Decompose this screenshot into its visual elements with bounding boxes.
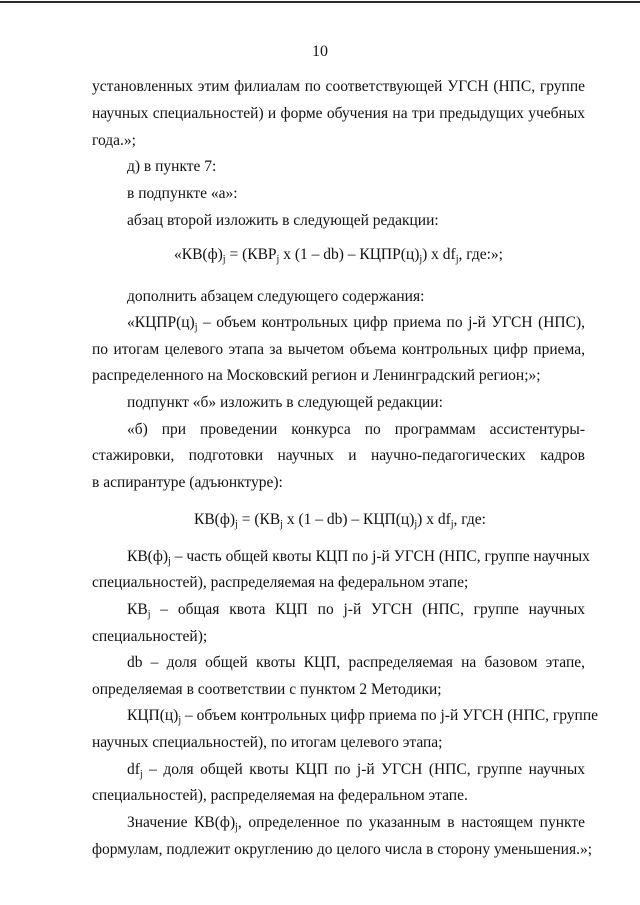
definition-line: db – доля общей квоты КЦП, распределяемая на базовом этапе, [127, 654, 585, 671]
subscript: j [194, 322, 198, 333]
definition-line: специальностей); [92, 628, 208, 645]
definition-line [127, 600, 585, 620]
subscript: j [235, 519, 238, 530]
instruction-line: абзац второй изложить в следующей редакции: [127, 212, 439, 229]
formula-part: КВ(ф) [194, 511, 236, 528]
term: КВ [127, 601, 148, 618]
definition-line: определяемая в соответствии с пунктом 2 Методики; [92, 681, 442, 698]
term: КЦП(ц) [127, 707, 179, 724]
formula-part: х (1 – db) – КЦПР(ц) [279, 246, 420, 263]
definition-line: специальностей), распределяемая на федеральном этапе; [92, 574, 469, 591]
formula-part: , где: [453, 511, 486, 528]
subscript: j [222, 254, 226, 265]
subscript: j [139, 769, 143, 780]
paragraph-line: распределенного на Московский регион и Ленинградский регион;»; [92, 367, 541, 384]
text: – объем контрольных цифр приема по j-й УГСН (НПС), [197, 314, 585, 331]
paragraph-line [127, 313, 585, 333]
list-item-d: д) в пункте 7: [127, 158, 217, 175]
subscript: j [178, 715, 182, 726]
instruction-line: дополнить абзацем следующего содержания: [127, 288, 425, 305]
paragraph-line: «б) при проведении конкурса по программам ассистентуры- [127, 421, 585, 438]
definition-line [127, 547, 590, 567]
text: – доля общей квоты КЦП по j-й УГСН (НПС, группе научных [142, 761, 585, 778]
subscript: j [235, 822, 238, 833]
paragraph-line: в аспирантуре (адъюнктуре): [92, 474, 283, 491]
paragraph-line: по итогам целевого этапа за вычетом объема контрольных цифр приема, [92, 341, 585, 358]
text: – объем контрольных цифр приема по j-й УГСН (НПС, группе [181, 707, 599, 724]
term: df [127, 761, 140, 778]
subscript: j [419, 254, 423, 265]
formula-part: = (КВ [237, 511, 281, 528]
subscript: j [276, 254, 280, 265]
paragraph-line: стажировки, подготовки научных и научно-педагогических кадров [92, 447, 585, 464]
page-number: 10 [312, 43, 328, 60]
subscript: j [450, 519, 454, 530]
subscript: j [147, 609, 151, 620]
term: «КЦПР(ц) [127, 314, 195, 331]
text: – общая квота КЦП по j-й УГСН (НПС, группе научных [150, 601, 585, 618]
subscript: j [414, 519, 418, 530]
paragraph-line: научных специальностей) и форме обучения на три предыдущих учебных [92, 105, 585, 122]
formula-kvf-kv [194, 510, 486, 530]
subpoint-a: в подпункте «а»: [127, 185, 238, 202]
paragraph-line: формулам, подлежит округлению до целого числа в сторону уменьшения.»; [92, 841, 593, 858]
subscript: j [280, 519, 283, 530]
formula-part: «КВ(ф) [174, 246, 223, 263]
subscript: j [168, 556, 171, 567]
formula-part: х (1 – db) – КЦП(ц) [282, 511, 415, 528]
formula-part: = (КВР [225, 246, 277, 263]
formula-part: ) х df [417, 511, 451, 528]
top-border-line [0, 1, 640, 3]
definition-line [127, 760, 585, 780]
paragraph-line [127, 813, 585, 833]
term: КВ(ф) [127, 548, 169, 565]
definition-line: научных специальностей), по итогам целевого этапа; [92, 734, 443, 751]
formula-kvf-kvr [174, 245, 503, 265]
text: – часть общей квоты КЦП по j-й УГСН (НПС, группе научных [170, 548, 590, 565]
paragraph-line: установленных этим филиалам по соответствующей УГСН (НПС, группе [92, 78, 585, 95]
subscript: j [455, 254, 459, 265]
formula-part: ) х df [422, 246, 456, 263]
instruction-line: подпункт «б» изложить в следующей редакции: [127, 394, 443, 411]
formula-part: , где:»; [458, 246, 503, 263]
paragraph-line: года.»; [92, 132, 136, 149]
definition-line: специальностей), распределяемая на федеральном этапе. [92, 787, 468, 804]
definition-line [127, 706, 599, 726]
text: , определенное по указанным в настоящем пункте [237, 814, 585, 831]
text: Значение КВ(ф) [127, 814, 236, 831]
